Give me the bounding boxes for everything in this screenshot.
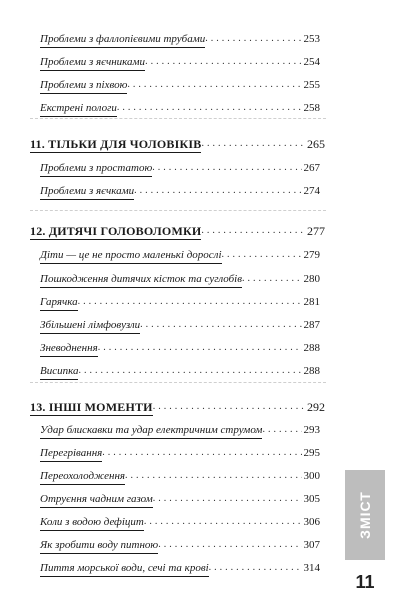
toc-entry-title: Перегрівання	[40, 446, 102, 462]
toc-entry[interactable]	[40, 270, 320, 288]
dot-leader	[201, 224, 305, 240]
dot-leader	[152, 161, 301, 177]
toc-entry-title: Удар блискавки та удар електричним струмом	[40, 423, 262, 439]
toc-entry-page: 258	[303, 102, 320, 114]
toc-entry-page: 293	[303, 424, 320, 436]
toc-entry-title: Отруєння чадним газом	[40, 492, 153, 508]
toc-entry-title: Діти — це не просто маленькі дорослі	[40, 248, 222, 264]
toc-entry-page: 307	[303, 539, 320, 551]
toc-entry-page: 255	[303, 79, 320, 91]
toc-entry-page: 254	[303, 56, 320, 68]
dot-leader	[102, 446, 301, 462]
toc-entry-page: 279	[303, 249, 320, 261]
dot-leader	[145, 55, 301, 71]
section-divider	[30, 210, 326, 211]
toc-entry[interactable]	[40, 490, 320, 508]
toc-entry[interactable]	[40, 339, 320, 357]
toc-entry-title: Екстрені пологи	[40, 101, 117, 117]
dot-leader	[117, 101, 302, 117]
toc-entry-page: 306	[303, 516, 320, 528]
toc-entry-title: Пошкодження дитячих кісток та суглобів	[40, 272, 242, 288]
dot-leader	[153, 400, 305, 416]
toc-chapter-page: 265	[307, 137, 325, 151]
toc-entry[interactable]	[40, 293, 320, 311]
dot-leader	[127, 78, 301, 94]
toc-entry-title: Проблеми з яєчниками	[40, 55, 145, 71]
toc-entry-page: 267	[303, 162, 320, 174]
toc-entry[interactable]	[40, 513, 320, 531]
toc-entry-page: 305	[303, 493, 320, 505]
toc-entry-title: Зневоднення	[40, 341, 98, 357]
toc-chapter-title: 11. ТІЛЬКИ ДЛЯ ЧОЛОВІКІВ	[30, 137, 202, 151]
toc-chapter[interactable]	[30, 135, 325, 153]
dot-leader	[98, 341, 302, 357]
toc-entry[interactable]	[40, 76, 320, 94]
dot-leader	[134, 184, 301, 200]
toc-entry-title: Гарячка	[40, 295, 78, 311]
dot-leader	[205, 32, 301, 48]
dot-leader	[125, 469, 301, 485]
toc-chapter-title: 12. ДИТЯЧІ ГОЛОВОЛОМКИ	[30, 224, 202, 238]
toc-entry-page: 288	[303, 342, 320, 354]
toc-chapter[interactable]	[30, 398, 325, 416]
toc-entry-page: 295	[303, 447, 320, 459]
toc-entry[interactable]	[40, 316, 320, 334]
toc-entry-page: 274	[303, 185, 320, 197]
dot-leader	[158, 538, 301, 554]
dot-leader	[209, 561, 302, 577]
toc-entry-title: Проблеми з фаллопієвими трубами	[40, 32, 205, 48]
dot-leader	[262, 423, 301, 439]
toc-entry[interactable]	[40, 30, 320, 48]
dot-leader	[242, 272, 301, 288]
contents-tab-label: ЗМІСТ	[357, 491, 374, 539]
toc-entry-page: 253	[303, 33, 320, 45]
section-divider	[30, 382, 326, 383]
toc-chapter-page: 292	[307, 400, 325, 414]
toc-entry-title: Пиття морської води, сечі та крові	[40, 561, 209, 577]
toc-entry[interactable]	[40, 467, 320, 485]
toc-entry[interactable]	[40, 159, 320, 177]
toc-entry-page: 288	[303, 365, 320, 377]
toc-entry[interactable]	[40, 444, 320, 462]
toc-chapter[interactable]	[30, 222, 325, 240]
toc-entry-title: Проблеми з яєчками	[40, 184, 134, 200]
toc-entry-page: 300	[303, 470, 320, 482]
section-divider	[30, 118, 326, 119]
toc-entry[interactable]	[40, 536, 320, 554]
toc-chapter-title: 13. ІНШІ МОМЕНТИ	[30, 400, 153, 414]
toc-entry-page: 281	[303, 296, 320, 308]
toc-entry[interactable]	[40, 421, 320, 439]
dot-leader	[144, 515, 302, 531]
toc-entry-title: Як зробити воду питною	[40, 538, 158, 554]
toc-entry-title: Переохолодження	[40, 469, 125, 485]
toc-entry[interactable]	[40, 559, 320, 577]
dot-leader	[153, 492, 302, 508]
toc-entry[interactable]	[40, 53, 320, 71]
dot-leader	[201, 137, 305, 153]
toc-entry-title: Коли з водою дефіцит	[40, 515, 144, 531]
toc-entry-page: 314	[303, 562, 320, 574]
toc-entry-title: Проблеми з простатою	[40, 161, 152, 177]
toc-entry[interactable]	[40, 246, 320, 264]
toc-entry-page: 280	[303, 273, 320, 285]
toc-entry[interactable]	[40, 182, 320, 200]
toc-entry-page: 287	[303, 319, 320, 331]
toc-entry-title: Проблеми з піхвою	[40, 78, 127, 94]
page-number: 11	[355, 572, 375, 592]
dot-leader	[78, 295, 302, 311]
dot-leader	[222, 248, 302, 264]
toc-entry-title: Збільшені лімфовузли	[40, 318, 140, 334]
toc-entry[interactable]	[40, 99, 320, 117]
toc-entry[interactable]	[40, 362, 320, 380]
contents-side-tab	[345, 470, 385, 560]
toc-entry-title: Висипка	[40, 364, 78, 380]
toc-chapter-page: 277	[307, 224, 325, 238]
dot-leader	[140, 318, 301, 334]
dot-leader	[78, 364, 301, 380]
